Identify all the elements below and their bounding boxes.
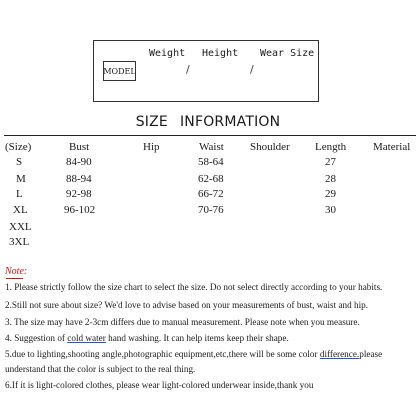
size-cell: XXL — [9, 221, 32, 233]
difference-text: difference. — [319, 349, 360, 359]
wear-size-header: Wear Size — [260, 48, 315, 59]
column-header-length: Length — [315, 141, 347, 153]
length-cell: 30 — [325, 204, 336, 216]
size-cell: S — [16, 156, 23, 168]
cold-water-text: cold water — [67, 333, 106, 343]
column-header-bust: Bust — [69, 141, 90, 153]
model-label: MODEL — [103, 61, 136, 81]
waist-cell: 70-76 — [198, 204, 224, 216]
size-cell: 3XL — [9, 236, 30, 248]
size-cell: XL — [13, 204, 28, 216]
bust-cell: 88-94 — [66, 173, 92, 185]
column-header-material: Material — [373, 141, 411, 153]
weight-header: Weight — [149, 48, 186, 59]
note-5: 5.due to lighting,shooting angle,photographic equipment,etc,there will be some color difference.please — [5, 349, 383, 359]
note-title-underline — [6, 278, 23, 279]
bust-cell: 84-90 — [66, 156, 92, 168]
waist-cell: 62-68 — [198, 173, 224, 185]
waist-cell: 58-64 — [198, 156, 224, 168]
note-title: Note: — [5, 266, 28, 277]
title-divider — [4, 135, 416, 136]
bust-cell: 92-98 — [66, 188, 92, 200]
note-5-continued: understand that the color is subject to the real thing. — [5, 364, 196, 374]
note-1: 1. Please strictly follow the size chart to select the size. Do not select directly according to your habits. — [5, 282, 383, 292]
column-header-size: (Size) — [5, 141, 32, 153]
length-cell: 28 — [325, 173, 336, 185]
note-2: 2.Still not sure about size? We'd love to advise based on your measurements of bust, waist and hip. — [5, 300, 369, 310]
size-information-title: SIZE INFORMATION — [135, 114, 281, 130]
length-cell: 29 — [325, 188, 336, 200]
size-cell: L — [16, 188, 23, 200]
column-header-waist: Waist — [199, 141, 224, 153]
wear-size-value: / — [250, 63, 254, 76]
column-header-hip: Hip — [143, 141, 160, 153]
note-4: 4. Suggestion of cold water hand washing. It can help items keep their shape. — [5, 333, 289, 343]
length-cell: 27 — [325, 156, 336, 168]
bust-cell: 96-102 — [64, 204, 96, 216]
column-header-shoulder: Shoulder — [250, 141, 290, 153]
note-3: 3. The size may have 2-3cm differs due to manual measurement. Please note when you measure. — [5, 317, 360, 327]
height-header: Height — [202, 48, 239, 59]
size-cell: M — [16, 173, 26, 185]
note-6: 6.If it is light-colored clothes, please wear light-colored underwear inside,thank you — [5, 380, 314, 390]
waist-cell: 66-72 — [198, 188, 224, 200]
height-value: / — [186, 63, 190, 76]
